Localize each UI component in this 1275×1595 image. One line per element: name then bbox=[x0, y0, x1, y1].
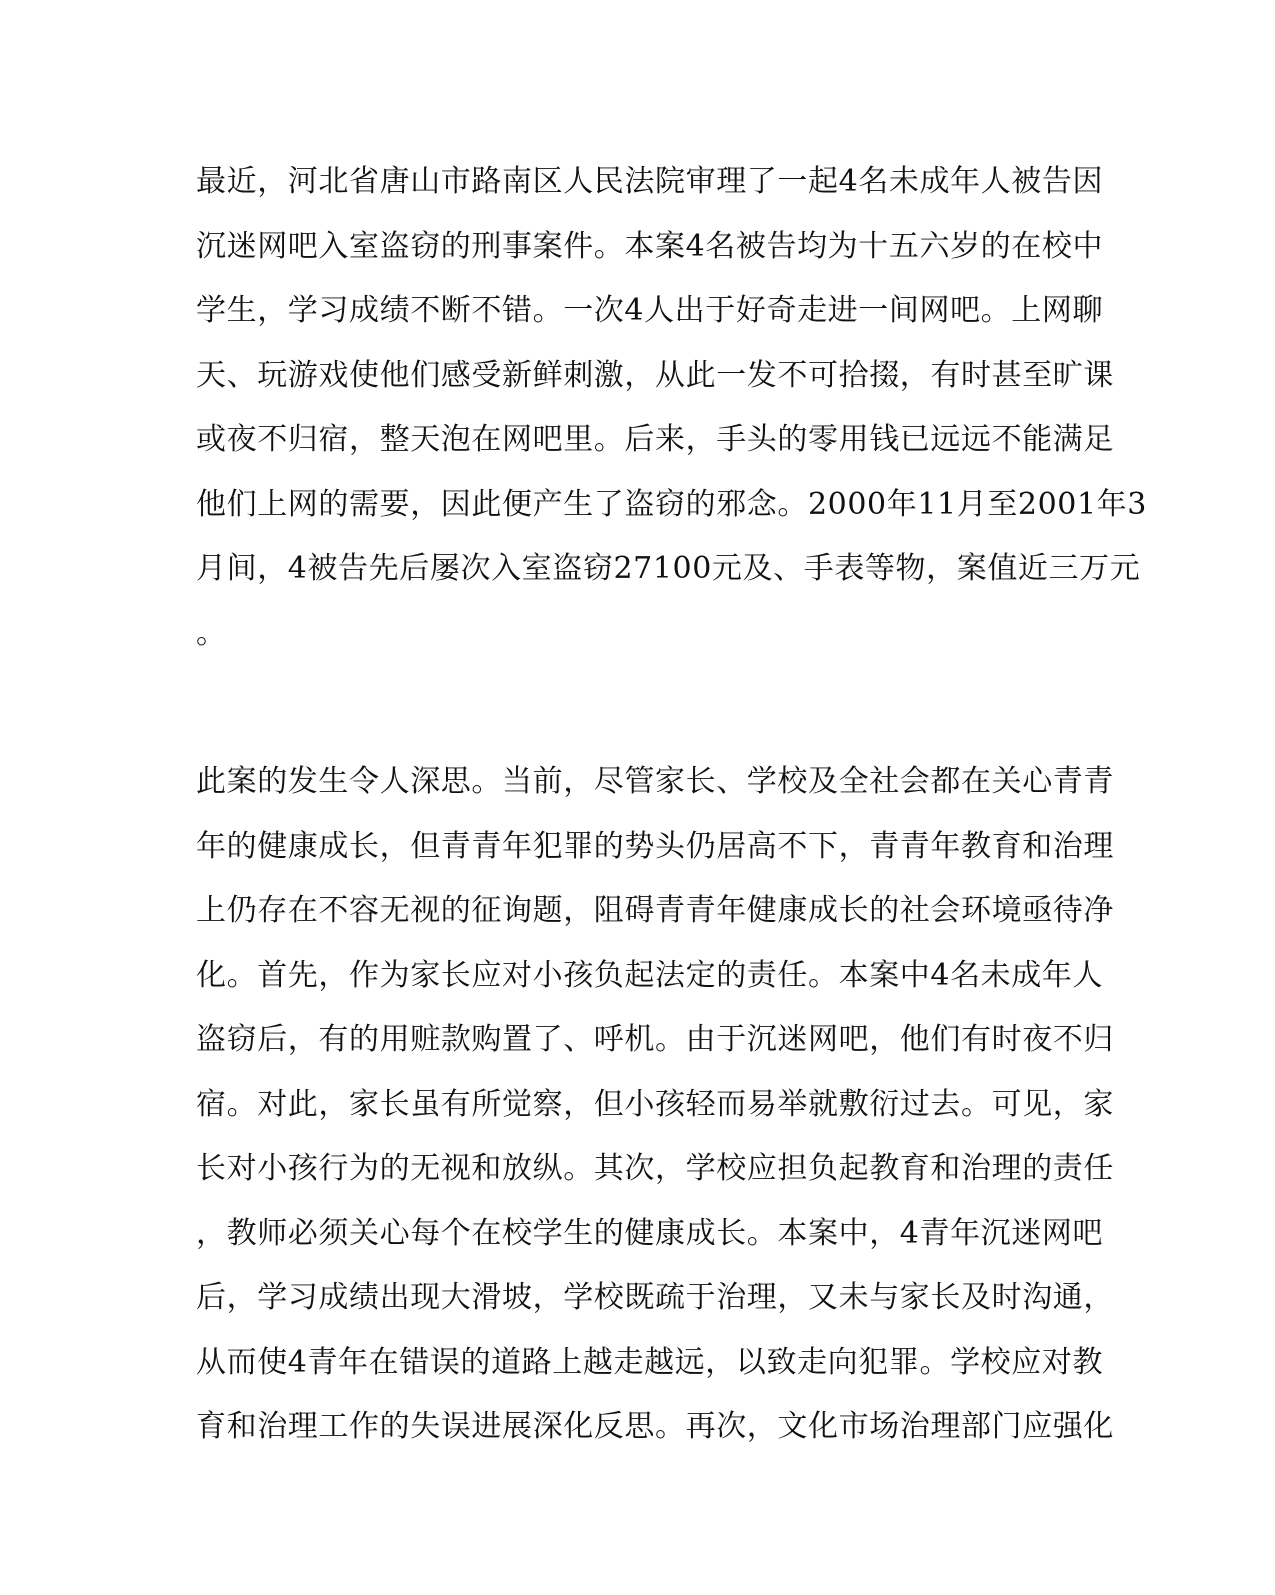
paragraph-line: 月间，4被告先后屡次入室盗窃27100元及、手表等物，案值近三万元 bbox=[196, 551, 1141, 586]
paragraph-line: 宿。对此，家长虽有所觉察，但小孩轻而易举就敷衍过去。可见，家 bbox=[196, 1086, 1114, 1122]
paragraph-line: 沉迷网吧入室盗窃的刑事案件。本案4名被告均为十五六岁的在校中 bbox=[196, 228, 1104, 264]
paragraph-line: 年的健康成长，但青青年犯罪的势头仍居高不下，青青年教育和治理 bbox=[196, 828, 1114, 864]
paragraph-line: 。 bbox=[196, 615, 227, 651]
paragraph-line: 最近，河北省唐山市路南区人民法院审理了一起4名未成年人被告因 bbox=[196, 164, 1104, 199]
paragraph-line: 从而使4青年在错误的道路上越走越远，以致走向犯罪。学校应对教 bbox=[196, 1344, 1104, 1380]
paragraph-line: 学生，学习成绩不断不错。一次4人出于好奇走进一间网吧。上网聊 bbox=[196, 293, 1104, 328]
paragraph-1 bbox=[196, 150, 1147, 666]
paragraph-line: 他们上网的需要，因此便产生了盗窃的邪念。2000年11月至2001年3 bbox=[196, 486, 1147, 522]
paragraph-line: 盗窃后，有的用赃款购置了、呼机。由于沉迷网吧，他们有时夜不归 bbox=[196, 1022, 1114, 1057]
paragraph-line: 育和治理工作的失误进展深化反思。再次，文化市场治理部门应强化 bbox=[196, 1409, 1114, 1444]
paragraph-line: 天、玩游戏使他们感受新鲜刺激，从此一发不可拾掇，有时甚至旷课 bbox=[196, 357, 1114, 393]
paragraph-line: 后，学习成绩出现大滑坡，学校既疏于治理，又未与家长及时沟通， bbox=[196, 1280, 1114, 1315]
paragraph-line: 或夜不归宿，整天泡在网吧里。后来，手头的零用钱已远远不能满足 bbox=[196, 422, 1114, 457]
paragraph-line: 此案的发生令人深思。当前，尽管家长、学校及全社会都在关心青青 bbox=[196, 764, 1114, 799]
paragraph-line: ，教师必须关心每个在校学生的健康成长。本案中，4青年沉迷网吧 bbox=[196, 1215, 1104, 1251]
paragraph-line: 化。首先，作为家长应对小孩负起法定的责任。本案中4名未成年人 bbox=[196, 957, 1104, 993]
paragraph-line: 上仍存在不容无视的征询题，阻碍青青年健康成长的社会环境亟待净 bbox=[196, 893, 1114, 928]
paragraph-2 bbox=[196, 750, 1114, 1460]
paragraph-line: 长对小孩行为的无视和放纵。其次，学校应担负起教育和治理的责任 bbox=[196, 1151, 1114, 1186]
